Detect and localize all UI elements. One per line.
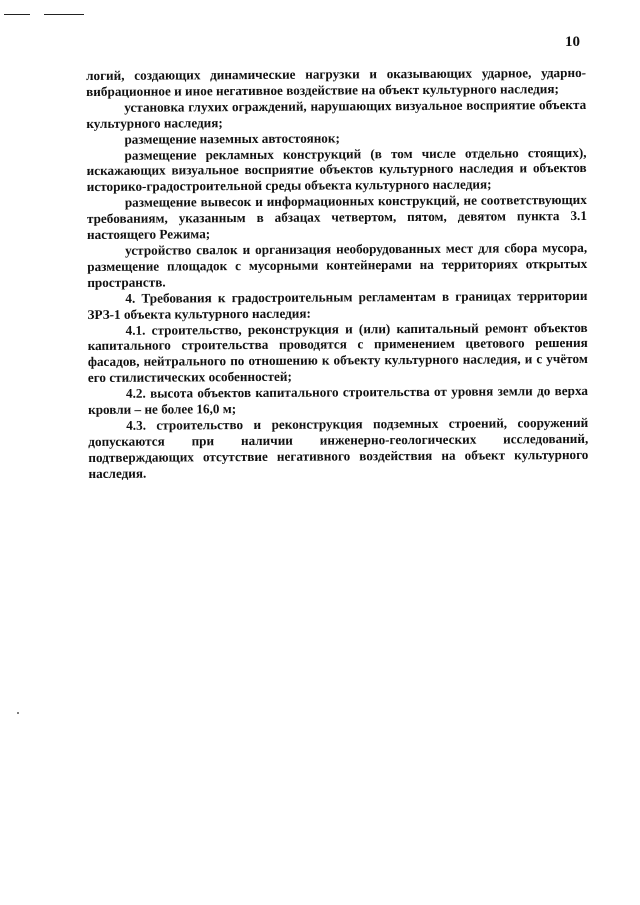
paragraph-fences: установка глухих ограждений, нарушающих визуальное восприятие объекта культурного наследия; — [86, 96, 587, 131]
scan-mark-left — [4, 14, 30, 15]
paragraph-advertising: размещение рекламных конструкций (в том числе отдельно стоящих), искажающих визуальное восприятие объектов культурного наследия и объектов историко-градостроительной среды объекта культурного наследия; — [86, 144, 587, 195]
document-body — [86, 65, 589, 482]
paragraph-dumps: устройство свалок и организация необорудованных мест для сбора мусора, размещение площадок с мусорными контейнерами на территориях открытых пространств. — [87, 239, 588, 290]
item-4-2: 4.2. высота объектов капитального строительства от уровня земли до верха кровли – не более 16,0 м; — [88, 383, 589, 418]
page-number: 10 — [565, 34, 580, 50]
paragraph-parking: размещение наземных автостоянок; — [124, 130, 340, 147]
section-4-heading: 4. Требования к градостроительным регламентам в границах территории ЗРЗ-1 объекта культурного наследия: — [87, 287, 588, 322]
paragraph-signboards: размещение вывесок и информационных конструкций, не соответствующих требованиям, указанным в абзацах четвертом, пятом, девятом пункта 3.1 настоящего Режима; — [86, 192, 587, 243]
item-4-1: 4.1. строительство, реконструкция и (или) капитальный ремонт объектов капитального строительства проводятся с применением цветового решения фасадов, нейтрального по отношению к объекту культурного наследия, и с учётом его стилистических особенностей; — [87, 319, 588, 386]
item-4-3: 4.3. строительство и реконструкция подземных строений, сооружений допускаются при наличии инженерно-геологических исследований, подтверждающих отсутствие негативного воздействия на объект культурного наследия. — [88, 414, 589, 481]
scan-speck — [17, 712, 19, 714]
scan-mark-right — [44, 14, 84, 15]
paragraph-continuation: логий, создающих динамические нагрузки и оказывающих ударное, ударно-вибрационное и иное негативное воздействие на объект культурного наследия; — [86, 64, 587, 99]
